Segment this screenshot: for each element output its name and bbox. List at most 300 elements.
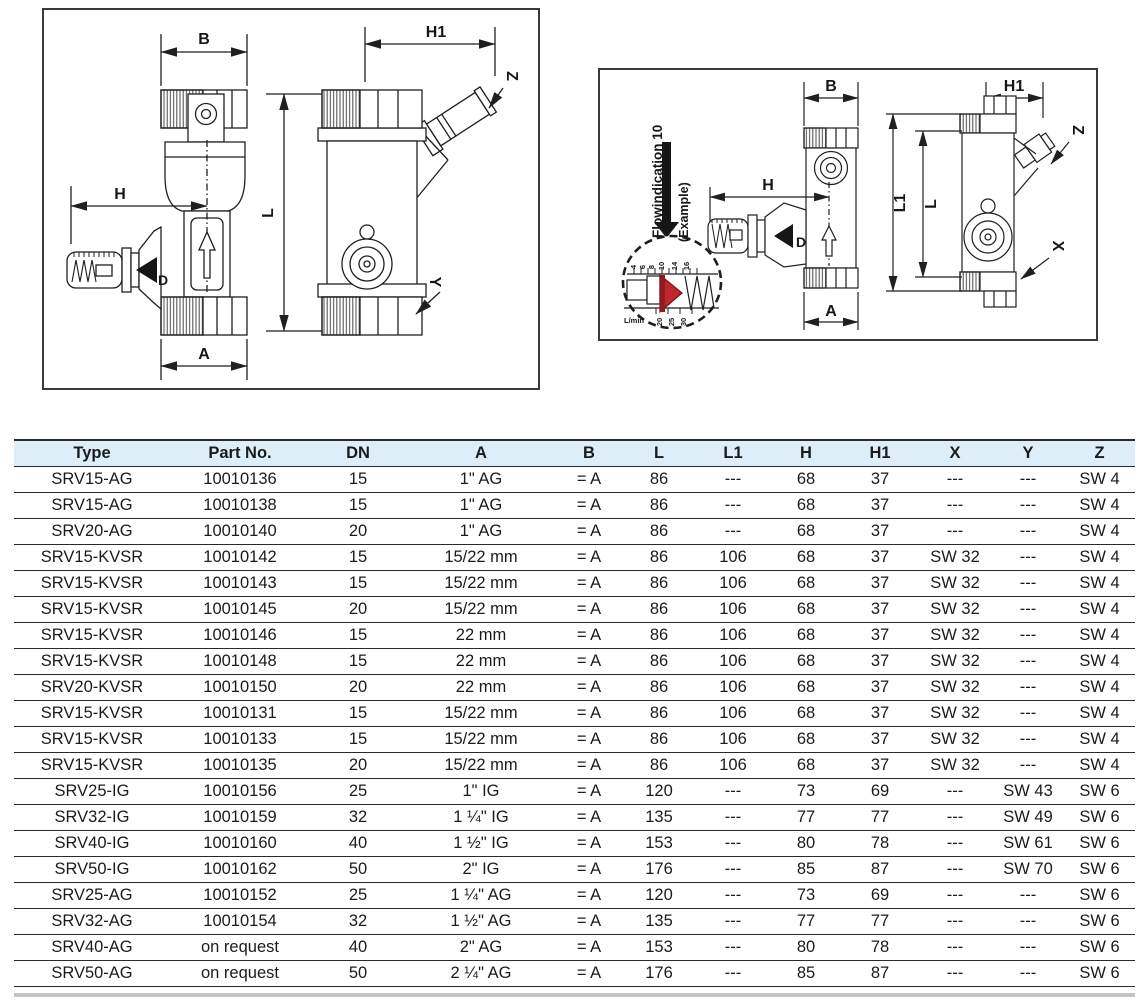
- table-cell: SW 4: [1064, 675, 1135, 701]
- dimension-drawing-box-left: [42, 8, 540, 390]
- table-cell: = A: [556, 831, 622, 857]
- table-row: [14, 935, 1135, 961]
- table-cell: 68: [770, 649, 842, 675]
- table-cell: 10010140: [170, 519, 310, 545]
- table-cell: ---: [992, 467, 1064, 493]
- table-cell: 10010136: [170, 467, 310, 493]
- table-cell: 15/22 mm: [406, 571, 556, 597]
- table-cell: 40: [310, 831, 406, 857]
- table-cell: 68: [770, 597, 842, 623]
- column-header: DN: [310, 440, 406, 467]
- table-cell: 32: [310, 909, 406, 935]
- table-cell: 77: [842, 909, 918, 935]
- table-cell: SW 4: [1064, 545, 1135, 571]
- table-cell: 37: [842, 597, 918, 623]
- table-cell: 25: [310, 779, 406, 805]
- table-cell: 68: [770, 545, 842, 571]
- table-cell: 10010154: [170, 909, 310, 935]
- table-row: [14, 649, 1135, 675]
- table-cell: 37: [842, 467, 918, 493]
- table-cell: SW 32: [918, 675, 992, 701]
- table-cell: SW 6: [1064, 779, 1135, 805]
- table-cell: ---: [992, 597, 1064, 623]
- table-cell: 22 mm: [406, 623, 556, 649]
- table-cell: ---: [918, 857, 992, 883]
- table-cell: 2" AG: [406, 935, 556, 961]
- table-cell: ---: [992, 701, 1064, 727]
- table-cell: 106: [696, 727, 770, 753]
- table-cell: SRV20-AG: [14, 519, 170, 545]
- leader-line-z: [489, 88, 503, 108]
- table-cell: 10010138: [170, 493, 310, 519]
- table-cell: 69: [842, 779, 918, 805]
- table-cell: 1 ¼" IG: [406, 805, 556, 831]
- table-cell: 73: [770, 779, 842, 805]
- table-cell: ---: [918, 779, 992, 805]
- table-cell: 86: [622, 467, 696, 493]
- dimension-drawing-box-right: [598, 68, 1098, 341]
- table-row: [14, 571, 1135, 597]
- table-cell: SW 4: [1064, 571, 1135, 597]
- column-header: Z: [1064, 440, 1135, 467]
- table-cell: SW 4: [1064, 467, 1135, 493]
- table-cell: SRV25-IG: [14, 779, 170, 805]
- table-cell: 15/22 mm: [406, 727, 556, 753]
- table-cell: = A: [556, 649, 622, 675]
- table-cell: 135: [622, 805, 696, 831]
- table-cell: ---: [918, 467, 992, 493]
- side-view-drawing-right: [886, 82, 1069, 307]
- table-cell: 1 ¼" AG: [406, 883, 556, 909]
- table-cell: 1" AG: [406, 493, 556, 519]
- table-cell: 73: [770, 883, 842, 909]
- table-cell: SRV15-KVSR: [14, 623, 170, 649]
- table-cell: SW 6: [1064, 935, 1135, 961]
- dim-label-y: Y: [426, 276, 443, 288]
- table-cell: SW 4: [1064, 519, 1135, 545]
- table-cell: 153: [622, 935, 696, 961]
- table-cell: = A: [556, 597, 622, 623]
- table-row: [14, 597, 1135, 623]
- table-cell: 2" IG: [406, 857, 556, 883]
- table-cell: 68: [770, 519, 842, 545]
- table-cell: SW 6: [1064, 909, 1135, 935]
- table-cell: ---: [992, 675, 1064, 701]
- table-cell: = A: [556, 701, 622, 727]
- table-cell: 86: [622, 727, 696, 753]
- table-cell: 106: [696, 753, 770, 779]
- scale-tick-label: 30: [679, 317, 688, 327]
- table-cell: 50: [310, 857, 406, 883]
- table-cell: 68: [770, 701, 842, 727]
- table-cell: 80: [770, 831, 842, 857]
- table-cell: 37: [842, 571, 918, 597]
- table-cell: SW 4: [1064, 649, 1135, 675]
- table-row: [14, 883, 1135, 909]
- table-cell: ---: [918, 961, 992, 987]
- table-cell: = A: [556, 883, 622, 909]
- dim-label-a: A: [825, 303, 837, 320]
- table-cell: SW 4: [1064, 701, 1135, 727]
- table-cell: 22 mm: [406, 675, 556, 701]
- scale-tick-label: 25: [667, 317, 676, 327]
- table-row: [14, 519, 1135, 545]
- column-header: Type: [14, 440, 170, 467]
- column-header: L1: [696, 440, 770, 467]
- table-cell: = A: [556, 675, 622, 701]
- table-row: [14, 831, 1135, 857]
- table-cell: 106: [696, 675, 770, 701]
- table-cell: SW 43: [992, 779, 1064, 805]
- table-cell: 37: [842, 649, 918, 675]
- table-cell: ---: [992, 649, 1064, 675]
- table-cell: ---: [992, 519, 1064, 545]
- table-cell: SW 32: [918, 727, 992, 753]
- table-cell: 10010159: [170, 805, 310, 831]
- table-cell: SRV50-IG: [14, 857, 170, 883]
- table-cell: = A: [556, 519, 622, 545]
- table-cell: 106: [696, 623, 770, 649]
- table-cell: 37: [842, 701, 918, 727]
- table-cell: ---: [992, 545, 1064, 571]
- table-cell: = A: [556, 961, 622, 987]
- dim-label-b: B: [825, 78, 837, 95]
- column-header: Part No.: [170, 440, 310, 467]
- table-cell: ---: [918, 909, 992, 935]
- table-cell: 15: [310, 701, 406, 727]
- dim-label-h1: H1: [1003, 78, 1025, 95]
- table-cell: SRV15-KVSR: [14, 649, 170, 675]
- table-row: [14, 545, 1135, 571]
- table-cell: = A: [556, 493, 622, 519]
- table-cell: 68: [770, 493, 842, 519]
- table-cell: 77: [770, 805, 842, 831]
- table-cell: 86: [622, 675, 696, 701]
- table-cell: ---: [696, 493, 770, 519]
- dim-label-a: A: [198, 346, 210, 363]
- table-cell: SRV25-AG: [14, 883, 170, 909]
- table-cell: ---: [992, 961, 1064, 987]
- table-cell: 106: [696, 597, 770, 623]
- table-cell: 86: [622, 597, 696, 623]
- table-cell: SRV15-KVSR: [14, 545, 170, 571]
- table-cell: 37: [842, 623, 918, 649]
- table-cell: ---: [696, 909, 770, 935]
- table-cell: 1 ½" AG: [406, 909, 556, 935]
- table-cell: ---: [992, 935, 1064, 961]
- table-cell: 20: [310, 675, 406, 701]
- table-cell: 10010162: [170, 857, 310, 883]
- table-cell: SW 6: [1064, 961, 1135, 987]
- table-body: [14, 467, 1135, 987]
- table-cell: = A: [556, 467, 622, 493]
- table-cell: 20: [310, 597, 406, 623]
- dim-label-x: X: [1049, 240, 1066, 252]
- table-cell: SW 4: [1064, 493, 1135, 519]
- scale-tick-label: 14: [670, 261, 679, 271]
- table-cell: 86: [622, 649, 696, 675]
- left-diagram-svg: [44, 10, 538, 388]
- table-cell: SW 61: [992, 831, 1064, 857]
- table-cell: 50: [310, 961, 406, 987]
- table-cell: 176: [622, 961, 696, 987]
- table-cell: ---: [992, 571, 1064, 597]
- table-cell: SRV15-KVSR: [14, 701, 170, 727]
- table-row: [14, 623, 1135, 649]
- table-cell: SRV15-KVSR: [14, 727, 170, 753]
- table-cell: 15: [310, 623, 406, 649]
- table-row: [14, 727, 1135, 753]
- table-cell: 15: [310, 545, 406, 571]
- table-row: [14, 805, 1135, 831]
- table-cell: 106: [696, 649, 770, 675]
- table-cell: 135: [622, 909, 696, 935]
- table-cell: 10010152: [170, 883, 310, 909]
- table-cell: 106: [696, 571, 770, 597]
- table-cell: on request: [170, 961, 310, 987]
- dim-label-d: D: [796, 234, 807, 250]
- table-cell: 10010133: [170, 727, 310, 753]
- table-cell: 10010131: [170, 701, 310, 727]
- table-cell: 10010148: [170, 649, 310, 675]
- table-cell: SRV40-AG: [14, 935, 170, 961]
- table-cell: 15: [310, 727, 406, 753]
- table-cell: ---: [696, 779, 770, 805]
- table-cell: ---: [918, 493, 992, 519]
- table-cell: SW 6: [1064, 857, 1135, 883]
- scale-tick-label: 16: [682, 261, 691, 271]
- table-cell: SW 32: [918, 649, 992, 675]
- table-cell: 10010135: [170, 753, 310, 779]
- table-cell: SW 32: [918, 753, 992, 779]
- table-cell: ---: [696, 857, 770, 883]
- table-cell: 20: [310, 519, 406, 545]
- column-header: A: [406, 440, 556, 467]
- table-cell: SW 32: [918, 545, 992, 571]
- table-cell: 10010145: [170, 597, 310, 623]
- table-cell: 15: [310, 571, 406, 597]
- table-cell: 1" AG: [406, 519, 556, 545]
- table-cell: ---: [918, 935, 992, 961]
- table-cell: 37: [842, 675, 918, 701]
- table-cell: SW 70: [992, 857, 1064, 883]
- table-cell: 32: [310, 805, 406, 831]
- table-cell: SW 4: [1064, 597, 1135, 623]
- table-cell: 120: [622, 883, 696, 909]
- table-cell: SW 6: [1064, 805, 1135, 831]
- table-cell: 86: [622, 545, 696, 571]
- dim-label-b: B: [198, 31, 210, 48]
- table-cell: = A: [556, 805, 622, 831]
- table-cell: ---: [992, 623, 1064, 649]
- table-cell: 85: [770, 961, 842, 987]
- table-cell: 15: [310, 649, 406, 675]
- table-cell: SW 32: [918, 701, 992, 727]
- table-cell: SRV20-KVSR: [14, 675, 170, 701]
- flow-note-title: Flowindication 10: [650, 124, 665, 238]
- table-cell: 37: [842, 493, 918, 519]
- table-bottom-rule: [14, 993, 1135, 997]
- table-row: [14, 909, 1135, 935]
- table-cell: 10010143: [170, 571, 310, 597]
- leader-line-x: [1021, 258, 1049, 279]
- table-cell: = A: [556, 623, 622, 649]
- table-cell: = A: [556, 909, 622, 935]
- table-row: [14, 675, 1135, 701]
- table-cell: = A: [556, 857, 622, 883]
- table-cell: SW 6: [1064, 831, 1135, 857]
- table-cell: 86: [622, 571, 696, 597]
- table-row: [14, 701, 1135, 727]
- table-cell: on request: [170, 935, 310, 961]
- table-cell: 22 mm: [406, 649, 556, 675]
- column-header: H: [770, 440, 842, 467]
- table-cell: ---: [918, 805, 992, 831]
- table-cell: 10010160: [170, 831, 310, 857]
- table-cell: = A: [556, 779, 622, 805]
- table-cell: 78: [842, 935, 918, 961]
- table-cell: 77: [770, 909, 842, 935]
- table-cell: 87: [842, 857, 918, 883]
- table-cell: 106: [696, 545, 770, 571]
- table-row: [14, 779, 1135, 805]
- table-cell: SRV15-KVSR: [14, 597, 170, 623]
- table-cell: 10010156: [170, 779, 310, 805]
- table-cell: ---: [918, 831, 992, 857]
- table-cell: 176: [622, 857, 696, 883]
- scale-tick-label: 4: [629, 264, 638, 270]
- table-row: [14, 857, 1135, 883]
- table-row: [14, 493, 1135, 519]
- table-cell: 37: [842, 545, 918, 571]
- scale-tick-label: 20: [655, 317, 664, 327]
- table-cell: 86: [622, 519, 696, 545]
- table-cell: SRV15-KVSR: [14, 753, 170, 779]
- flow-indicator-detail: [623, 236, 721, 328]
- table-cell: SRV32-IG: [14, 805, 170, 831]
- scale-unit-label: L/min: [624, 316, 644, 325]
- table-cell: SRV32-AG: [14, 909, 170, 935]
- table-cell: ---: [992, 909, 1064, 935]
- table-cell: 40: [310, 935, 406, 961]
- column-header: X: [918, 440, 992, 467]
- flow-note-sub: (Example): [677, 182, 691, 242]
- table-cell: 15: [310, 467, 406, 493]
- column-header: B: [556, 440, 622, 467]
- table-cell: ---: [696, 467, 770, 493]
- table-cell: ---: [918, 519, 992, 545]
- table-cell: SRV50-AG: [14, 961, 170, 987]
- dim-label-h1: H1: [425, 24, 447, 41]
- table-row: [14, 753, 1135, 779]
- table-header-row: [14, 440, 1135, 467]
- table-cell: SW 4: [1064, 753, 1135, 779]
- table-cell: 77: [842, 805, 918, 831]
- table-cell: 10010150: [170, 675, 310, 701]
- table-cell: ---: [696, 519, 770, 545]
- table-cell: ---: [992, 493, 1064, 519]
- table-row: [14, 961, 1135, 987]
- table-cell: = A: [556, 753, 622, 779]
- scale-tick-label: 6: [638, 264, 647, 270]
- table-cell: SW 4: [1064, 727, 1135, 753]
- dim-label-h: H: [762, 177, 774, 194]
- table-cell: SW 32: [918, 597, 992, 623]
- table-cell: SW 32: [918, 623, 992, 649]
- table-cell: = A: [556, 545, 622, 571]
- table-cell: 153: [622, 831, 696, 857]
- table-cell: 10010142: [170, 545, 310, 571]
- table-cell: 86: [622, 753, 696, 779]
- front-view-drawing-right: [708, 82, 858, 330]
- column-header: H1: [842, 440, 918, 467]
- dimension-table: [14, 439, 1135, 987]
- table-row: [14, 467, 1135, 493]
- table-cell: 15/22 mm: [406, 545, 556, 571]
- table-cell: ---: [992, 883, 1064, 909]
- side-view-drawing: [266, 27, 503, 335]
- table-cell: 78: [842, 831, 918, 857]
- table-cell: 120: [622, 779, 696, 805]
- table-cell: = A: [556, 935, 622, 961]
- table-cell: 1" AG: [406, 467, 556, 493]
- dim-label-l: L: [260, 208, 277, 218]
- table-cell: SRV15-AG: [14, 493, 170, 519]
- dim-label-z: Z: [503, 71, 520, 81]
- table-cell: 106: [696, 701, 770, 727]
- table-cell: ---: [992, 753, 1064, 779]
- right-diagram-svg: [600, 70, 1096, 339]
- table-cell: ---: [696, 961, 770, 987]
- table-cell: 68: [770, 753, 842, 779]
- table-cell: 85: [770, 857, 842, 883]
- table-cell: 68: [770, 675, 842, 701]
- table-cell: 37: [842, 727, 918, 753]
- table-cell: 20: [310, 753, 406, 779]
- table-cell: 86: [622, 701, 696, 727]
- table-cell: ---: [696, 935, 770, 961]
- table-cell: SRV40-IG: [14, 831, 170, 857]
- table-cell: 1" IG: [406, 779, 556, 805]
- table-cell: ---: [696, 805, 770, 831]
- table-cell: SW 32: [918, 571, 992, 597]
- table-cell: 69: [842, 883, 918, 909]
- dim-label-l1: L1: [892, 193, 909, 213]
- table-cell: ---: [696, 831, 770, 857]
- table-cell: = A: [556, 727, 622, 753]
- table-cell: 37: [842, 519, 918, 545]
- table-cell: 15/22 mm: [406, 701, 556, 727]
- table-cell: 68: [770, 623, 842, 649]
- table-cell: 10010146: [170, 623, 310, 649]
- table-cell: 15: [310, 493, 406, 519]
- front-view-drawing: [67, 34, 247, 380]
- table-cell: 15/22 mm: [406, 753, 556, 779]
- table-cell: 25: [310, 883, 406, 909]
- table-cell: ---: [918, 883, 992, 909]
- table-cell: 86: [622, 493, 696, 519]
- table-cell: SRV15-AG: [14, 467, 170, 493]
- table-cell: 15/22 mm: [406, 597, 556, 623]
- table-cell: ---: [992, 727, 1064, 753]
- table-cell: 68: [770, 467, 842, 493]
- table-cell: 68: [770, 727, 842, 753]
- scale-tick-label: 10: [657, 261, 666, 271]
- scale-tick-label: 8: [647, 264, 656, 270]
- table-cell: 1 ½" IG: [406, 831, 556, 857]
- column-header: Y: [992, 440, 1064, 467]
- dim-label-h: H: [114, 186, 126, 203]
